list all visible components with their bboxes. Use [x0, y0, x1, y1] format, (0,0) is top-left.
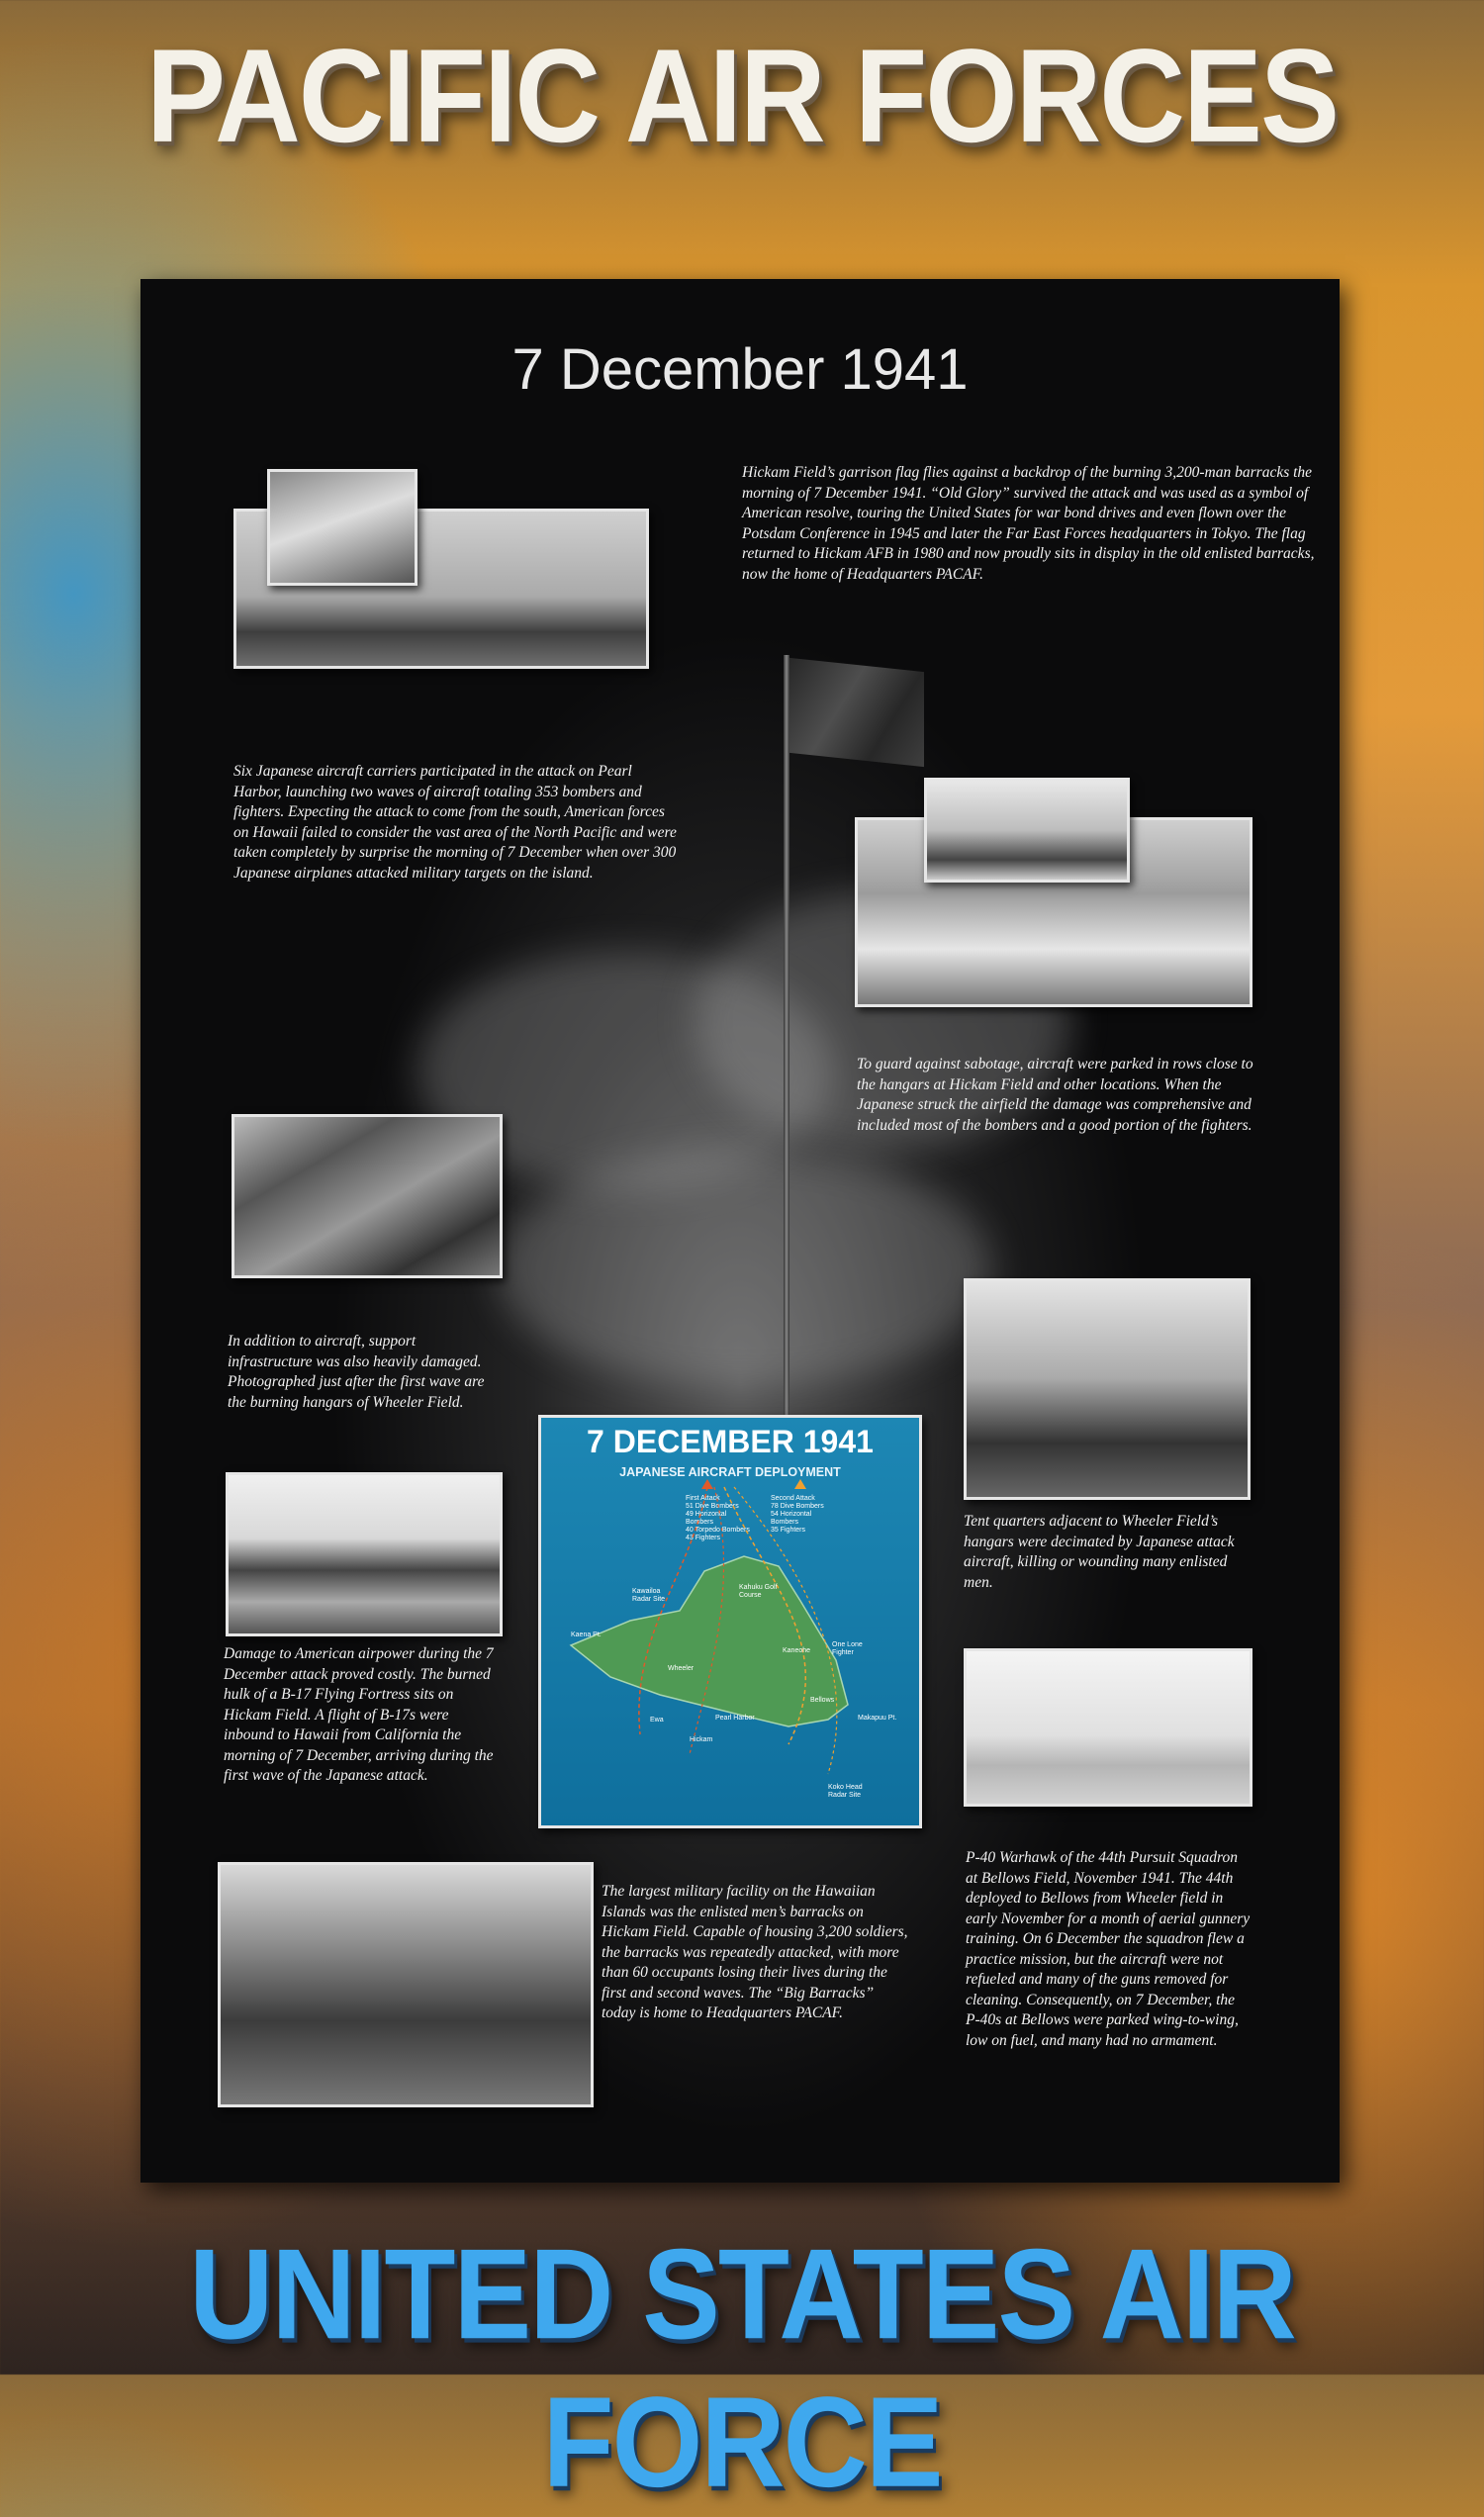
map-place-label: Pearl Harbor: [715, 1715, 755, 1722]
map-place-label: Ewa: [650, 1717, 664, 1724]
map-place-label: Makapuu Pt.: [858, 1715, 897, 1722]
b17-hulk-photo: [226, 1472, 503, 1636]
carriers-caption: Six Japanese aircraft carriers participated in the attack on Pearl Harbor, launching two waves of aircraft totaling 353 bombers and fighters. Expecting the attack to come from the south, American forces on Hawaii failed to consider the vast area of the North Pacific and were taken completely by surprise the morning of 7 December when over 300 Japanese airplanes attacked military targets on the island.: [233, 763, 677, 882]
page-title: PACIFIC AIR FORCES: [145, 21, 1339, 171]
parked-aircraft-photo: [924, 778, 1130, 883]
flag-image: [789, 658, 924, 767]
map-title: 7 DECEMBER 1941: [587, 1424, 874, 1459]
map-place-label: Hickam: [690, 1736, 713, 1743]
exhibit-board: [140, 279, 1340, 2183]
first-attack-label: First Attack 51 Dive Bombers 49 Horizontal Bombers 40 Torpedo Bombers 43 Fighters: [686, 1495, 750, 1541]
barracks-caption: The largest military facility on the Hawaiian Islands was the enlisted men’s barracks on Hickam Field. Capable of housing 3,200 soldiers, the barracks was repeatedly attacked, with more than 60 occupants losing their lives during the first and second waves. The “Big Barracks” today is home to Headquarters PACAF.: [602, 1883, 908, 2021]
p40-warhawk-photo: [964, 1648, 1252, 1807]
map-subtitle: JAPANESE AIRCRAFT DEPLOYMENT: [619, 1465, 841, 1479]
map-place-label: Kaneohe: [783, 1647, 811, 1654]
smoke-cloud: [497, 1150, 991, 1387]
map-place-label: Kahuku Golf Course: [739, 1584, 778, 1599]
tent-quarters-photo: [964, 1278, 1251, 1500]
map-place-label: Koko Head Radar Site: [828, 1784, 863, 1799]
p40-caption: P-40 Warhawk of the 44th Pursuit Squadron at Bellows Field, November 1941. The 44th deployed to Bellows from Wheeler field in early November for a month of aerial gunnery training. On 6 December the squadron flew a practice mission, but the aircraft were not refueled and many of the guns removed for cleaning. Consequently, on 7 December, the P-40s at Bellows were parked wing-to-wing, low on fuel, and many had no armament.: [966, 1849, 1251, 2049]
wheeler-aerial-photo: [232, 1114, 503, 1278]
sabotage-caption: To guard against sabotage, aircraft were parked in rows close to the hangars at Hickam Field and other locations. When the Japanese struck the airfield the damage was comprehensive and included most of the bombers and a good portion of the fighters.: [857, 1056, 1253, 1134]
second-attack-label: Second Attack 78 Dive Bombers 54 Horizontal Bombers 35 Fighters: [771, 1495, 824, 1534]
footer-title: UNITED STATES AIR FORCE: [189, 2222, 1295, 2515]
board-date-title: 7 December 1941: [511, 337, 969, 402]
flagpole-image: [784, 655, 789, 1545]
second-attack-plane-icon: [794, 1479, 806, 1489]
oahu-island-shape: [571, 1556, 848, 1726]
deployment-map: [538, 1415, 922, 1828]
map-place-label: Kawailoa Radar Site: [632, 1588, 666, 1603]
b17-caption: Damage to American airpower during the 7 December attack proved costly. The burned hulk of a B-17 Flying Fortress sits on Hickam Field. A flight of B-17s were inbound to Hawaii from California the morning of 7 December, arriving during the first wave of the Japanese attack.: [224, 1645, 494, 1784]
first-attack-plane-icon: [701, 1479, 713, 1489]
map-place-label: Kaena Pt.: [571, 1631, 602, 1638]
tent-caption: Tent quarters adjacent to Wheeler Field’s hangars were decimated by Japanese attack aircraft, killing or wounding many enlisted men.: [964, 1513, 1235, 1591]
map-place-label: Bellows: [810, 1697, 835, 1704]
zero-fighter-photo: [267, 469, 417, 586]
barracks-interior-photo: [218, 1862, 594, 2107]
flag-caption: Hickam Field’s garrison flag flies against a backdrop of the burning 3,200-man barracks the morning of 7 December 1941. “Old Glory” survived the attack and was used as a symbol of American resolve, touring the United States for war bond drives and even flown over the Potsdam Conference in 1945 and later the Far East Forces headquarters in Tokyo. The flag returned to Hickam AFB in 1980 and now proudly sits in display in the old enlisted barracks, now the home of Headquarters PACAF.: [742, 464, 1315, 583]
infrastructure-caption: In addition to aircraft, support infrastructure was also heavily damaged. Photographed just after the first wave are the burning hangars of Wheeler Field.: [228, 1333, 485, 1411]
map-place-label: Wheeler: [668, 1665, 695, 1672]
map-place-label: One Lone Fighter: [832, 1641, 863, 1656]
oahu-map-graphic: [541, 1418, 919, 1825]
